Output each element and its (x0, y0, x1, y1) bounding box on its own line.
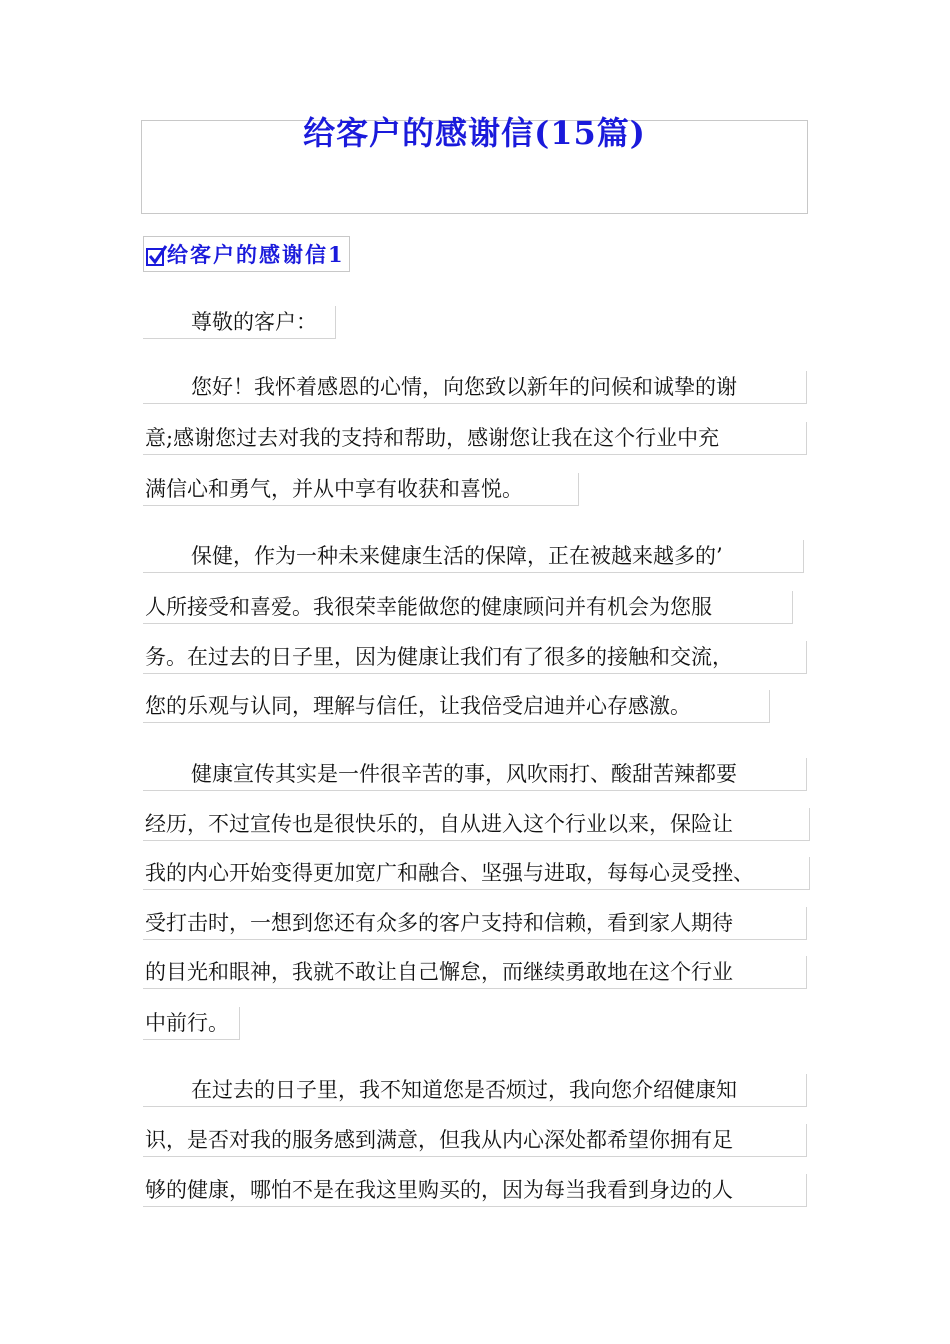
paragraph-line: 务。在过去的日子里，因为健康让我们有了很多的接触和交流， (143, 641, 807, 674)
checkbox-checked-icon (146, 248, 164, 266)
paragraph-line: 意;感谢您过去对我的支持和帮助，感谢您让我在这个行业中充 (143, 422, 807, 455)
paragraph-line: 人所接受和喜爱。我很荣幸能做您的健康顾问并有机会为您服 (143, 591, 793, 624)
paragraph-line: 识，是否对我的服务感到满意，但我从内心深处都希望你拥有足 (143, 1124, 807, 1157)
paragraph-line: 您的乐观与认同，理解与信任，让我倍受启迪并心存感激。 (143, 690, 770, 723)
paragraph-line: 您好！我怀着感恩的心情，向您致以新年的问候和诚挚的谢 (143, 371, 807, 404)
paragraph-line: 够的健康，哪怕不是在我这里购买的，因为每当我看到身边的人 (143, 1174, 807, 1207)
paragraph-line: 的目光和眼神，我就不敢让自己懈怠，而继续勇敢地在这个行业 (143, 956, 807, 989)
paragraph-line: 保健，作为一种未来健康生活的保障，正在被越来越多的’ (143, 540, 804, 573)
paragraph-line: 经历，不过宣传也是很快乐的，自从进入这个行业以来，保险让 (143, 808, 810, 841)
paragraph-line: 我的内心开始变得更加宽广和融合、坚强与进取，每每心灵受挫、 (143, 857, 810, 890)
paragraph-line: 健康宣传其实是一件很辛苦的事，风吹雨打、酸甜苦辣都要 (143, 758, 807, 791)
paragraph-line: 满信心和勇气，并从中享有收获和喜悦。 (143, 473, 579, 506)
section-heading-text: 给客户的感谢信1 (167, 242, 345, 267)
greeting: 尊敬的客户： (143, 306, 336, 339)
paragraph-line: 中前行。 (143, 1007, 240, 1040)
paragraph-line: 受打击时，一想到您还有众多的客户支持和信赖，看到家人期待 (143, 907, 807, 940)
paragraph-line: 在过去的日子里，我不知道您是否烦过，我向您介绍健康知 (143, 1074, 807, 1107)
section-heading (143, 236, 350, 272)
document-title: 给客户的感谢信(15篇) (303, 114, 646, 152)
